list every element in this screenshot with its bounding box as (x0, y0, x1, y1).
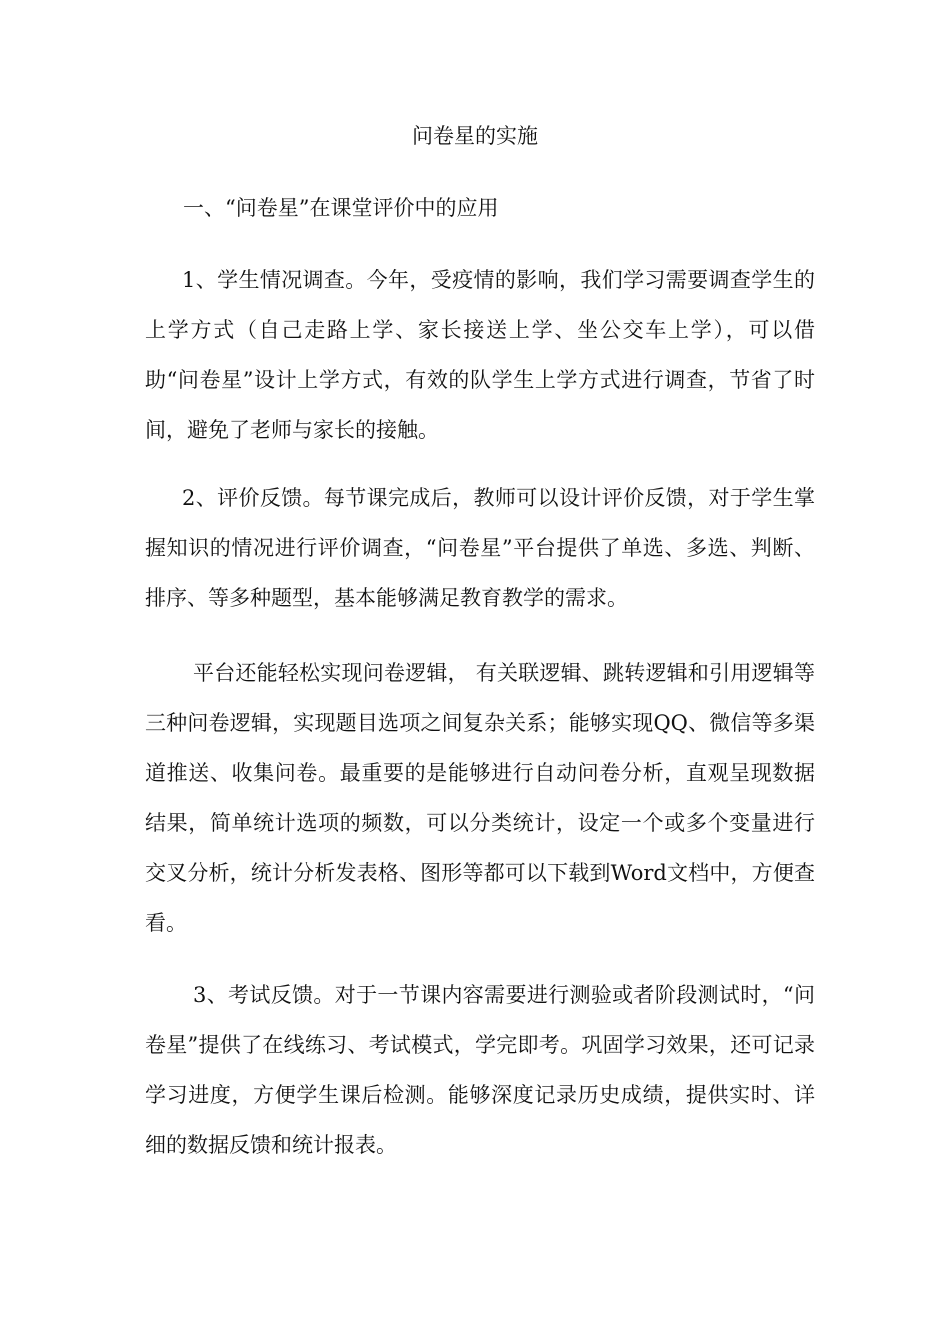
document-title: 问卷星的实施 (412, 124, 538, 148)
section-heading: 一、“问卷星”在课堂评价中的应用 (183, 196, 499, 220)
paragraph-evaluation-feedback: 2、评价反馈。每节课完成后，教师可以设计评价反馈，对于学生掌握知识的情况进行评价调查，“问卷星”平台提供了单选、多选、判断、排序、等多种题型，基本能够满足教育教学的需求。 (145, 486, 815, 610)
paragraph-platform-logic: 平台还能轻松实现问卷逻辑， 有关联逻辑、跳转逻辑和引用逻辑等三种问卷逻辑，实现题目选项之间复杂关系；能够实现QQ、微信等多渠道推送、收集问卷。最重要的是能够进行自动问卷分析，直观呈现数据结果，简单统计选项的频数，可以分类统计，设定一个或多个变量进行交叉分析，统计分析发表格、图形等都可以下载到Word文档中，方便查看。 (145, 661, 815, 935)
paragraph-exam-feedback: 3、考试反馈。对于一节课内容需要进行测验或者阶段测试时，“问卷星”提供了在线练习、考试模式，学完即考。巩固学习效果，还可记录学习进度，方便学生课后检测。能够深度记录历史成绩，提供实时、详细的数据反馈和统计报表。 (145, 983, 815, 1157)
paragraph-student-survey: 1、学生情况调查。今年，受疫情的影响，我们学习需要调查学生的上学方式（自己走路上学、家长接送上学、坐公交车上学），可以借助“问卷星”设计上学方式，有效的队学生上学方式进行调查，节省了时间，避免了老师与家长的接触。 (145, 268, 815, 442)
